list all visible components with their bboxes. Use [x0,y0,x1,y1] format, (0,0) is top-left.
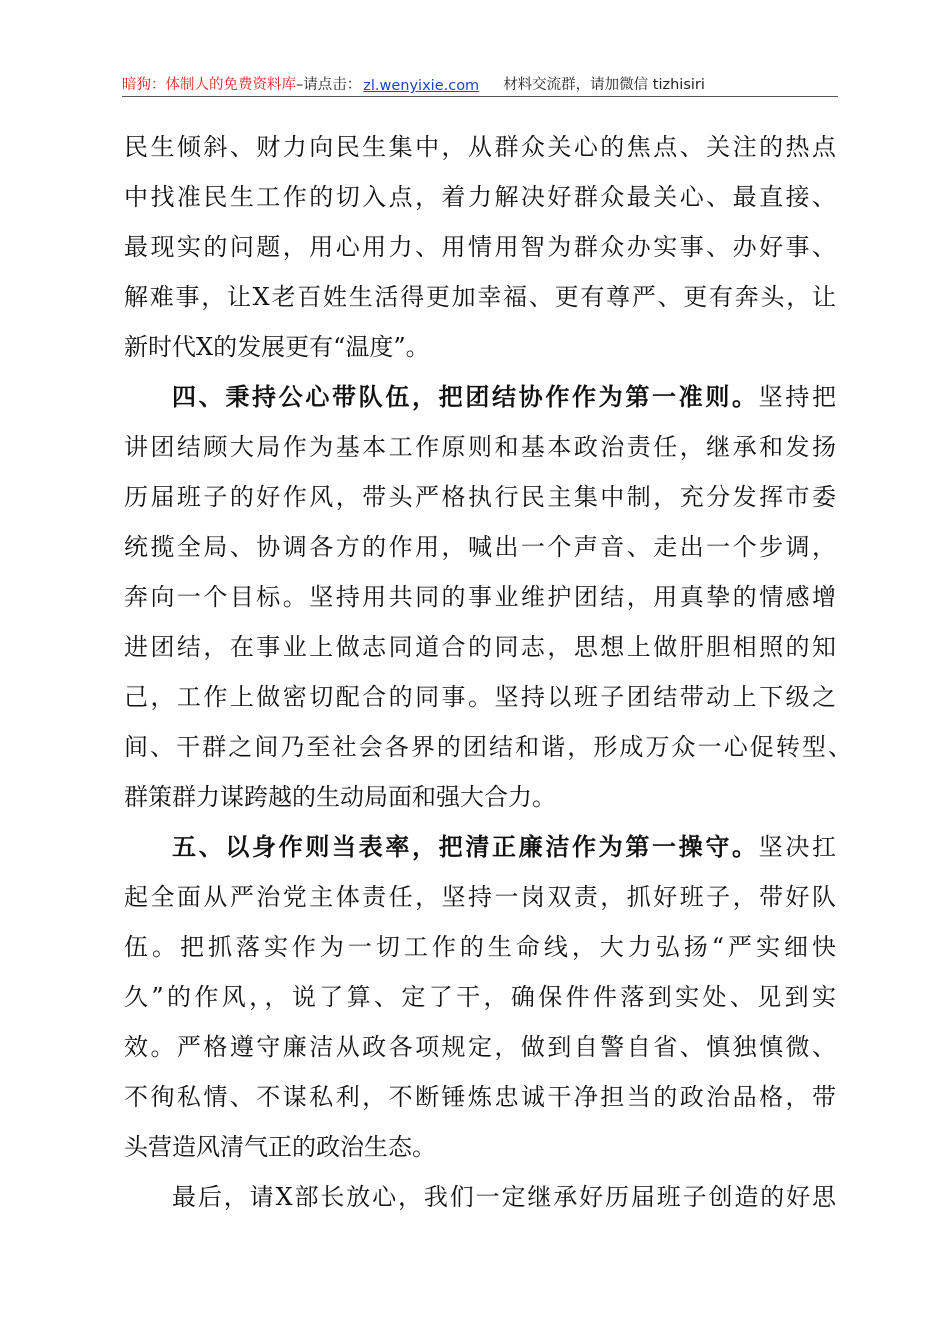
header-wechat-note: 材料交流群，请加微信 tizhisiri [503,77,705,93]
body-line: 间、干群之间乃至社会各界的团结和谐，形成万众一心促转型、 [124,733,852,761]
body-line: 统揽全局、协调各方的作用，喊出一个声音、走出一个步调， [124,533,836,561]
body-line: 民生倾斜、财力向民生集中，从群众关心的焦点、关注的热点 [124,133,836,161]
body-line: 伍。把抓落实作为一切工作的生命线，大力弘扬“严实细快 [124,933,836,961]
body-line: 新时代X的发展更有“温度”。 [124,333,430,361]
body-line: 效。严格遵守廉洁从政各项规定，做到自警自省、慎独慎微、 [124,1033,836,1061]
body-line: 最现实的问题，用心用力、用情用智为群众办实事、办好事、 [124,233,836,261]
header-link[interactable]: zl.wenyixie.com [363,78,480,94]
body-line: 解难事，让X老百姓生活得更加幸福、更有尊严、更有奔头，让 [124,283,836,311]
body-line: 历届班子的好作风，带头严格执行民主集中制，充分发挥市委 [124,483,836,511]
body-line: 起全面从严治党主体责任，坚持一岗双责，抓好班子，带好队 [124,883,836,911]
body-line: 不徇私情、不谋私利，不断锤炼忠诚干净担当的政治品格，带 [124,1083,836,1111]
header-click-prompt: –请点击： [296,77,362,93]
section-four-text-start: 坚持把 [758,383,837,411]
section-five-heading: 五、以身作则当表率，把清正廉洁作为第一操守。 [172,833,759,861]
section-four-heading: 四、秉持公心带队伍，把团结协作作为第一准则。 [172,383,759,411]
header-site-name: 暗狗：体制人的免费资料库 [122,77,296,93]
body-line: 进团结，在事业上做志同道合的同志，思想上做肝胆相照的知 [124,633,836,661]
body-line: 久”的作风，，说了算、定了干，确保件件落到实处、见到实 [124,983,836,1011]
body-line: 己，工作上做密切配合的同事。坚持以班子团结带动上下级之 [124,683,836,711]
body-line: 讲团结顾大局作为基本工作原则和基本政治责任，继承和发扬 [124,433,836,461]
body-line: 中找准民生工作的切入点，着力解决好群众最关心、最直接、 [124,183,836,211]
section-five-text-start: 坚决扛 [758,833,837,861]
body-line: 头营造风清气正的政治生态。 [124,1133,436,1161]
section-five-first-line [172,827,836,867]
body-line: 群策群力谋跨越的生动局面和强大合力。 [124,783,556,811]
closing-line: 最后，请X部长放心，我们一定继承好历届班子创造的好思 [172,1183,836,1211]
section-four-first-line [172,377,836,417]
body-line: 奔向一个目标。坚持用共同的事业维护团结，用真挚的情感增 [124,583,836,611]
